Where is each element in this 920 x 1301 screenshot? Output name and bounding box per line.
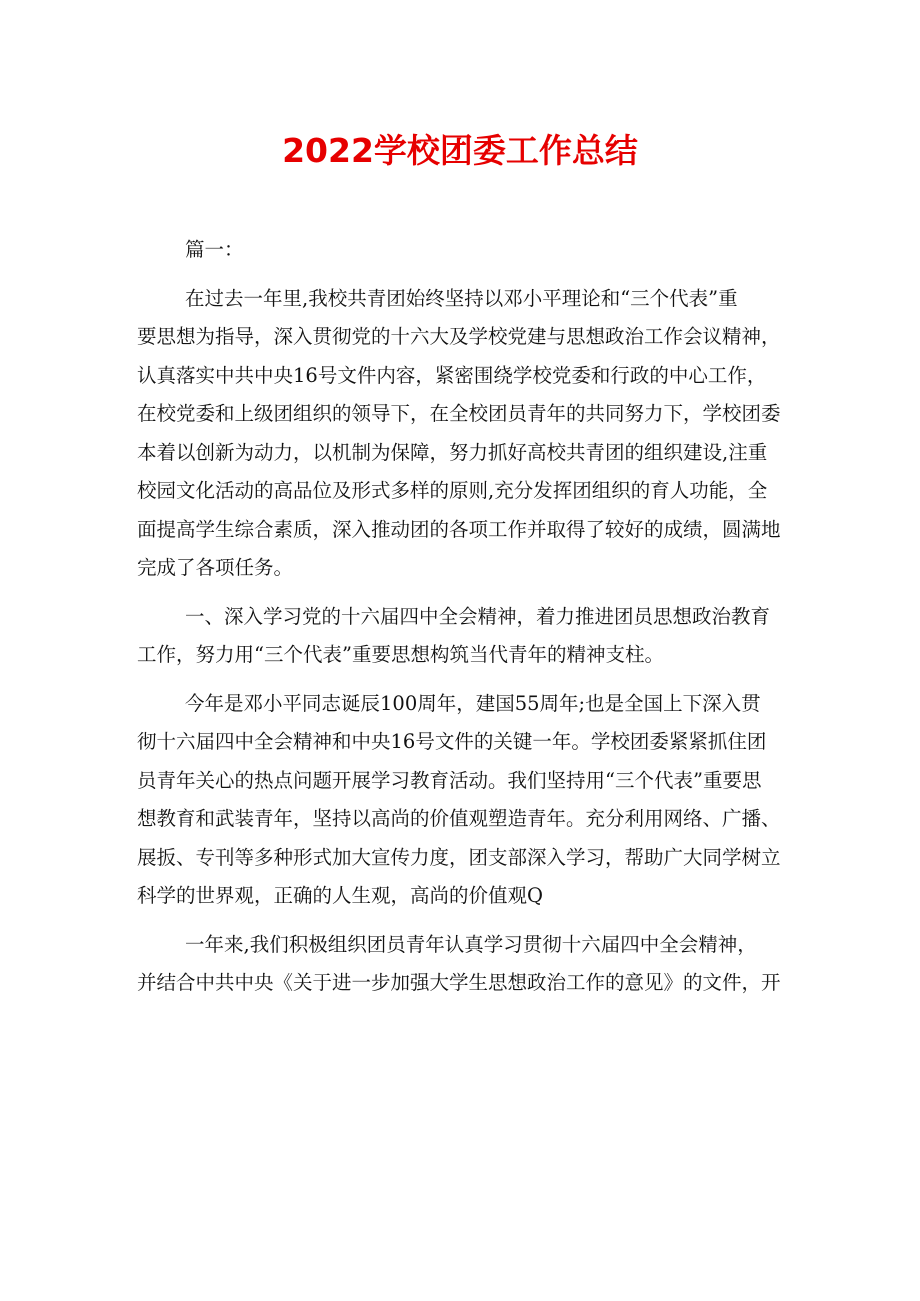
paragraph-line: 完成了各项任务。 (137, 556, 294, 579)
paragraph-line: 今年是邓小平同志诞辰100周年，建国55周年;也是全国上下深入贯 (185, 691, 761, 715)
paragraph-anniversary (137, 685, 797, 916)
paragraph-line: 校园文化活动的高品位及形式多样的原则,充分发挥团组织的育人功能，全 (137, 479, 768, 502)
paragraph-line: 在过去一年里,我校共青团始终坚持以邓小平理论和“三个代表”重 (185, 286, 738, 310)
paragraph-line: 科学的世界观，正确的人生观，高尚的价值观Q (137, 884, 543, 907)
paragraph-line: 并结合中共中央《关于进一步加强大学生思想政治工作的意见》的文件，开 (137, 971, 781, 994)
paragraph-line: 彻十六届四中全会精神和中央16号文件的关键一年。学校团委紧紧抓住团 (137, 730, 767, 753)
paragraph-line: 本着以创新为动力，以机制为保障，努力抓好高校共青团的组织建设,注重 (137, 440, 768, 464)
paragraph-line: 面提高学生综合素质，深入推动团的各项工作并取得了较好的成绩，圆满地 (137, 517, 781, 541)
paragraph-line: 一年来,我们积极组织团员青年认真学习贯彻十六届四中全会精神， (185, 932, 757, 956)
paragraph-line: 要思想为指导，深入贯彻党的十六大及学校党建与思想政治工作会议精神， (137, 325, 781, 348)
paragraph-year-review (137, 926, 797, 1003)
paragraph-heading-pian-yi (137, 231, 797, 270)
paragraph-line: 工作，努力用“三个代表”重要思想构筑当代青年的精神支柱。 (137, 643, 664, 666)
paragraph-line: 员青年关心的热点问题开展学习教育活动。我们坚持用“三个代表”重要思 (137, 768, 762, 792)
paragraph-line: 在校党委和上级团组织的领导下，在全校团员青年的共同努力下，学校团委 (137, 402, 781, 425)
document-body (137, 231, 797, 1003)
paragraph-intro (137, 280, 797, 588)
paragraph-line: 想教育和武装青年，坚持以高尚的价值观塑造青年。充分利用网络、广播、 (137, 807, 781, 830)
paragraph-line: 一、深入学习党的十六届四中全会精神，着力推进团员思想政治教育 (185, 604, 771, 628)
document-title: 2022学校团委工作总结 (282, 131, 638, 170)
paragraph-line: 认真落实中共中央16号文件内容，紧密围绕学校党委和行政的中心工作， (137, 363, 767, 387)
paragraph-line: 篇一： (185, 238, 244, 261)
paragraph-section-one-heading (137, 598, 797, 675)
paragraph-line: 展扳、专刊等多种形式加大宣传力度，团支部深入学习，帮助广大同学树立 (137, 845, 781, 869)
